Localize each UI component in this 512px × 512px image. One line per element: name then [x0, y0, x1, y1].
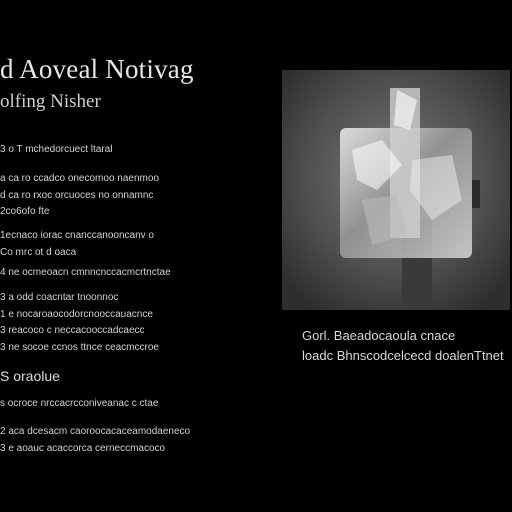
figure-image — [282, 70, 510, 310]
paragraph-7 — [0, 424, 370, 457]
paragraph-3 — [0, 228, 270, 261]
paragraph-line: Co mrc ot d oaca — [0, 246, 77, 258]
glass-sculpture-photo — [282, 70, 510, 310]
paragraph-line: 3 reacoco c neccacooccadcaecc — [0, 325, 145, 336]
paragraph-line: 1ecnaco iorac cnanccanooncanv o — [0, 230, 154, 241]
figure-caption — [302, 326, 512, 366]
paragraph-line: d ca ro rxoc orcuoces no onnamnc — [0, 189, 154, 201]
paragraph-5 — [0, 290, 270, 356]
paragraph-6 — [0, 396, 270, 413]
paragraph-line: 4 ne ocmeoacn cmnncnccacmcrtnctae — [0, 267, 171, 278]
paragraph-line: a ca ro ccadco onecomoo naenmoo — [0, 173, 159, 184]
paragraph-line: 2co6ofo fte — [0, 206, 50, 217]
caption-line: Gorl. Baeadocaoula cnace — [302, 328, 456, 343]
paragraph-4 — [0, 265, 270, 282]
paragraph-1 — [0, 142, 270, 159]
page-title: d Aoveal Notivag — [0, 54, 194, 84]
section-heading: S oraolue — [0, 368, 60, 384]
paragraph-line: 1 e nocaroaocodorcnooccauacnce — [0, 308, 153, 320]
paragraph-line: 2 aca dcesacm caoroocacaceamodaeneco — [0, 426, 191, 437]
paragraph-line: 3 a odd coacntar tnoonnoc — [0, 292, 119, 303]
paragraph-2 — [0, 171, 270, 221]
paragraph-line: 3 o T mchedorcuect ltaral — [0, 144, 113, 155]
caption-line: loadc Bhnscodcelcecd doalenTtnet — [302, 348, 504, 363]
paragraph-line: 3 ne socoe ccnos ttnce ceacmccroe — [0, 341, 159, 353]
paragraph-line: 3 e aoauc acaccorca cerneccmacoco — [0, 442, 166, 454]
paragraph-line: s ocroce nrccacrcconiveanac c ctae — [0, 398, 159, 409]
page-subtitle: olfing Nisher — [0, 91, 101, 112]
